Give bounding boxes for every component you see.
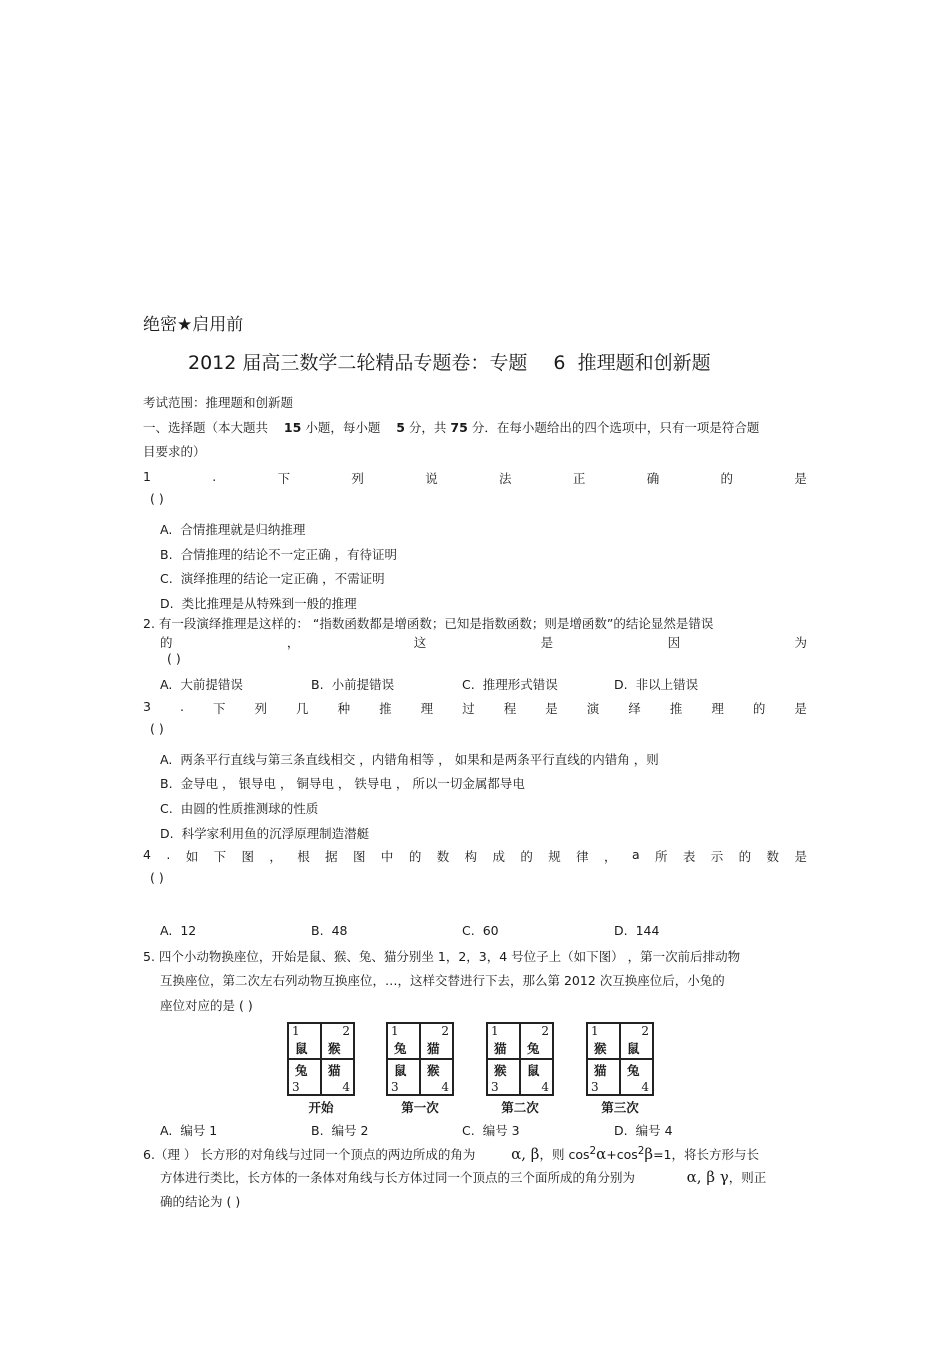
stem-char: 的 <box>720 471 734 486</box>
stem-char: 这 <box>413 635 427 650</box>
page-title <box>188 348 711 375</box>
greek-alpha: α <box>596 1145 607 1164</box>
q2-stem-line2 <box>160 633 807 651</box>
seat-number: 4 <box>541 1080 549 1094</box>
option-text: 金导电 ， 银导电 ， 铜导电 ， 铁导电 ， 所以一切金属都导电 <box>180 776 525 791</box>
seat-number: 2 <box>641 1024 649 1038</box>
stem-char: ， <box>269 849 282 864</box>
seat-figure-third <box>586 1022 654 1116</box>
option-text: 编号 1 <box>180 1123 218 1138</box>
section-count: 15 <box>283 420 302 435</box>
q6-text-c: =1，将长方形与长 <box>653 1147 760 1163</box>
stem-char: 确 <box>646 471 660 486</box>
q3-option-c[interactable] <box>160 799 318 817</box>
animal: 猴 <box>594 1041 607 1056</box>
stem-char: 数 <box>436 849 450 864</box>
stem-char: 据 <box>325 849 338 864</box>
seat-figure-start <box>287 1022 355 1116</box>
seat-number: 3 <box>391 1080 399 1094</box>
q5-option-d[interactable] <box>614 1121 673 1139</box>
seat-number: 1 <box>591 1024 599 1038</box>
q4-option-d[interactable] <box>614 923 659 938</box>
option-label: D. <box>160 596 174 611</box>
section-post: 分．在每小题给出的四个选项中，只有一项是符合题 <box>471 420 760 435</box>
option-text: 编号 4 <box>635 1123 673 1138</box>
q1-option-b[interactable] <box>160 545 397 563</box>
stem-char: 种 <box>337 701 351 716</box>
q3-option-b[interactable] <box>160 774 525 792</box>
animal: 猴 <box>427 1063 440 1078</box>
title-topic: 推理题和创新题 <box>577 352 711 374</box>
stem-char: . <box>212 469 217 484</box>
option-label: C. <box>160 801 173 816</box>
q3-answer-paren: ( ) <box>150 721 164 736</box>
q5-option-a[interactable] <box>160 1121 217 1139</box>
q2-option-b[interactable] <box>311 675 394 693</box>
q2-stem-line1: 2. 有一段演绎推理是这样的： “指数函数都是增函数；已知是指数函数；则是增函数”的结论显然是错误 <box>143 616 714 631</box>
option-label: A. <box>160 752 173 767</box>
stem-char: 为 <box>794 635 807 650</box>
stem-char: 4 <box>143 847 151 862</box>
option-text: 小前提错误 <box>331 677 395 692</box>
option-label: C. <box>462 677 475 692</box>
q6-text-d: 方体进行类比，长方体的一条体对角线与长方体过同一个顶点的三个面所成的角分别为 <box>160 1170 636 1185</box>
seat-number: 4 <box>342 1080 350 1094</box>
stem-char: 中 <box>380 849 394 864</box>
option-label: B. <box>311 923 324 938</box>
option-text: 推理形式错误 <box>482 677 558 692</box>
stem-char: 下 <box>212 701 226 716</box>
q3-stem <box>143 699 807 717</box>
animal: 兔 <box>394 1041 407 1056</box>
animal: 鼠 <box>527 1063 540 1078</box>
section-pre: 一、选择题（本大题共 <box>143 420 269 435</box>
q3-option-d[interactable] <box>160 824 369 842</box>
option-text: 演绎推理的结论一定正确 ，不需证明 <box>180 571 385 586</box>
q2-option-c[interactable] <box>462 675 558 693</box>
section-heading-line2: 目要求的） <box>143 444 206 459</box>
seat-number: 2 <box>541 1024 549 1038</box>
stem-char: 1 <box>143 469 151 484</box>
q1-option-c[interactable] <box>160 569 385 587</box>
stem-char: . <box>166 847 171 862</box>
stem-char: ， <box>604 849 617 864</box>
animal: 兔 <box>295 1063 308 1078</box>
stem-char: 正 <box>572 471 586 486</box>
q6-text-e: ，则正 <box>728 1170 767 1185</box>
option-text: 科学家利用鱼的沉浮原理制造潜艇 <box>181 826 370 841</box>
q4-answer-paren: ( ) <box>150 870 164 885</box>
seat-number: 3 <box>491 1080 499 1094</box>
stem-char: 如 <box>185 849 199 864</box>
greek-alpha-beta: α, β <box>511 1145 540 1164</box>
stem-char: 法 <box>499 471 512 486</box>
q2-option-d[interactable] <box>614 675 698 693</box>
stem-char: 所 <box>654 849 668 864</box>
option-text: 60 <box>482 923 499 938</box>
exam-scope: 考试范围：推理题和创新题 <box>143 395 294 410</box>
option-text: 合情推理的结论不一定正确 ，有待证明 <box>180 547 398 562</box>
option-label: A. <box>160 1123 173 1138</box>
stem-char: 程 <box>503 701 517 716</box>
stem-char: 推 <box>669 701 683 716</box>
stem-char: 成 <box>492 849 505 864</box>
option-text: 编号 3 <box>482 1123 520 1138</box>
option-label: D. <box>614 923 628 938</box>
stem-char: 图 <box>353 849 366 864</box>
stem-char: 是 <box>794 701 807 716</box>
seat-figure-second <box>486 1022 554 1116</box>
stem-char: 的 <box>408 849 422 864</box>
seat-number: 1 <box>491 1024 499 1038</box>
q6-text-b: ，则 cos <box>539 1147 590 1163</box>
option-label: B. <box>160 776 173 791</box>
q1-stem <box>143 469 807 487</box>
animal: 猫 <box>328 1063 341 1078</box>
stem-char: 的 <box>738 849 752 864</box>
title-number: 6 <box>553 352 566 374</box>
option-label: C. <box>160 571 173 586</box>
option-label: D. <box>160 826 174 841</box>
section-mid1: 小题，每小题 <box>305 420 381 435</box>
figure-caption: 第二次 <box>501 1100 539 1115</box>
confidential-label: 绝密★启用前 <box>143 315 244 335</box>
stem-char: a <box>631 847 640 862</box>
stem-char: 过 <box>462 701 475 716</box>
option-label: B. <box>311 677 324 692</box>
seat-number: 2 <box>441 1024 449 1038</box>
q6-stem-line2 <box>160 1168 766 1186</box>
q1-option-d[interactable] <box>160 594 357 612</box>
animal: 猫 <box>494 1041 507 1056</box>
option-text: 12 <box>180 923 197 938</box>
option-label: D. <box>614 677 628 692</box>
option-label: A. <box>160 522 173 537</box>
option-text: 两条平行直线与第三条直线相交 ，内错角相等 ， 如果和是两条平行直线的内错角 ，则 <box>180 752 659 767</box>
q6-stem-line3: 确的结论为 ( ) <box>160 1194 241 1209</box>
option-label: B. <box>311 1123 324 1138</box>
seat-figure-first <box>386 1022 454 1116</box>
option-label: C. <box>462 923 475 938</box>
option-text: 非以上错误 <box>635 677 699 692</box>
animal: 鼠 <box>627 1041 640 1056</box>
stem-char: 列 <box>254 701 268 716</box>
q2-answer-paren: ( ) <box>167 651 181 666</box>
stem-char: 推 <box>379 701 392 716</box>
stem-char: 下 <box>213 849 227 864</box>
seat-number: 4 <box>641 1080 649 1094</box>
stem-char: 几 <box>296 701 309 716</box>
seat-number: 1 <box>292 1024 300 1038</box>
option-label: B. <box>160 547 173 562</box>
stem-char: 的 <box>520 849 533 864</box>
q4-stem <box>143 847 807 865</box>
stem-char: 的 <box>752 701 766 716</box>
seat-number: 4 <box>441 1080 449 1094</box>
stem-char: 说 <box>425 471 438 486</box>
superscript: 2 <box>589 1145 597 1157</box>
stem-char: 表 <box>682 849 696 864</box>
seat-number: 3 <box>292 1080 300 1094</box>
q3-option-a[interactable] <box>160 750 659 768</box>
stem-char: ， <box>286 635 300 650</box>
stem-char: 因 <box>667 635 681 650</box>
stem-char: . <box>179 699 184 714</box>
section-heading <box>143 418 759 436</box>
option-text: 类比推理是从特殊到一般的推理 <box>181 596 357 611</box>
q2-option-a[interactable] <box>160 675 243 693</box>
stem-char: 数 <box>766 849 780 864</box>
figure-caption: 第一次 <box>401 1100 439 1115</box>
stem-char: 是 <box>540 635 554 650</box>
option-text: 编号 2 <box>331 1123 369 1138</box>
stem-char: 是 <box>794 471 807 486</box>
stem-char: 构 <box>464 849 478 864</box>
seat-number: 2 <box>342 1024 350 1038</box>
option-text: 由圆的性质推测球的性质 <box>180 801 319 816</box>
option-text: 144 <box>635 923 660 938</box>
stem-char: 理 <box>420 701 434 716</box>
stem-char: 图 <box>241 849 254 864</box>
option-text: 大前提错误 <box>180 677 243 692</box>
section-points: 5 <box>396 420 405 435</box>
q4-option-b[interactable] <box>311 923 347 938</box>
option-label: A. <box>160 923 173 938</box>
section-total: 75 <box>450 420 468 435</box>
stem-char: 律 <box>576 849 589 864</box>
q4-option-a[interactable] <box>160 923 196 938</box>
figure-caption: 第三次 <box>601 1100 639 1115</box>
stem-char: 的 <box>160 635 173 650</box>
seat-number: 3 <box>591 1080 599 1094</box>
animal: 兔 <box>627 1063 640 1078</box>
animal: 猴 <box>328 1041 341 1056</box>
option-label: A. <box>160 677 173 692</box>
q1-option-a[interactable] <box>160 520 305 538</box>
animal: 兔 <box>527 1041 540 1056</box>
stem-char: 根 <box>297 849 310 864</box>
q4-option-c[interactable] <box>462 923 499 938</box>
stem-char: 绎 <box>628 701 641 716</box>
q6-text-a: 6.（理 ） 长方形的对角线与过同一个顶点的两边所成的角为 <box>143 1147 476 1163</box>
superscript: 2 <box>637 1145 645 1157</box>
animal: 鼠 <box>295 1041 308 1056</box>
seat-number: 1 <box>391 1024 399 1038</box>
option-text: 48 <box>331 923 348 938</box>
stem-char: 下 <box>277 471 291 486</box>
section-mid2: 分，共 <box>408 420 447 435</box>
q5-stem-line2: 互换座位，第二次左右列动物互换座位，…，这样交替进行下去，那么第 2012 次互换座位后，小兔的 <box>160 973 725 988</box>
animal: 猫 <box>594 1063 607 1078</box>
q5-option-c[interactable] <box>462 1121 520 1139</box>
animal: 猫 <box>427 1041 440 1056</box>
stem-char: 演 <box>586 701 600 716</box>
stem-char: 3 <box>143 699 151 714</box>
q1-answer-paren: ( ) <box>150 491 164 506</box>
stem-char: 是 <box>794 849 807 864</box>
stem-char: 列 <box>351 471 364 486</box>
animal: 鼠 <box>394 1063 407 1078</box>
option-text: 合情推理就是归纳推理 <box>180 522 306 537</box>
greek-beta: β <box>644 1145 654 1164</box>
greek-alpha-beta-gamma: α, β γ <box>686 1168 729 1186</box>
stem-char: 示 <box>710 849 724 864</box>
option-label: D. <box>614 1123 628 1138</box>
q6-plus-cos: +cos <box>606 1147 638 1163</box>
figure-caption: 开始 <box>308 1100 334 1115</box>
q6-stem-line1 <box>143 1145 759 1163</box>
stem-char: 理 <box>711 701 724 716</box>
q5-stem-line3: 座位对应的是 ( ) <box>160 998 253 1013</box>
q5-stem-line1: 5. 四个小动物换座位，开始是鼠、猴、兔、猫分别坐 1，2，3，4 号位子上（如下图） ，第一次前后排动物 <box>143 949 741 964</box>
animal: 猴 <box>494 1063 507 1078</box>
title-main: 2012 届高三数学二轮精品专题卷：专题 <box>188 352 528 374</box>
q5-option-b[interactable] <box>311 1121 369 1139</box>
stem-char: 规 <box>548 849 561 864</box>
option-label: C. <box>462 1123 475 1138</box>
stem-char: 是 <box>545 701 558 716</box>
